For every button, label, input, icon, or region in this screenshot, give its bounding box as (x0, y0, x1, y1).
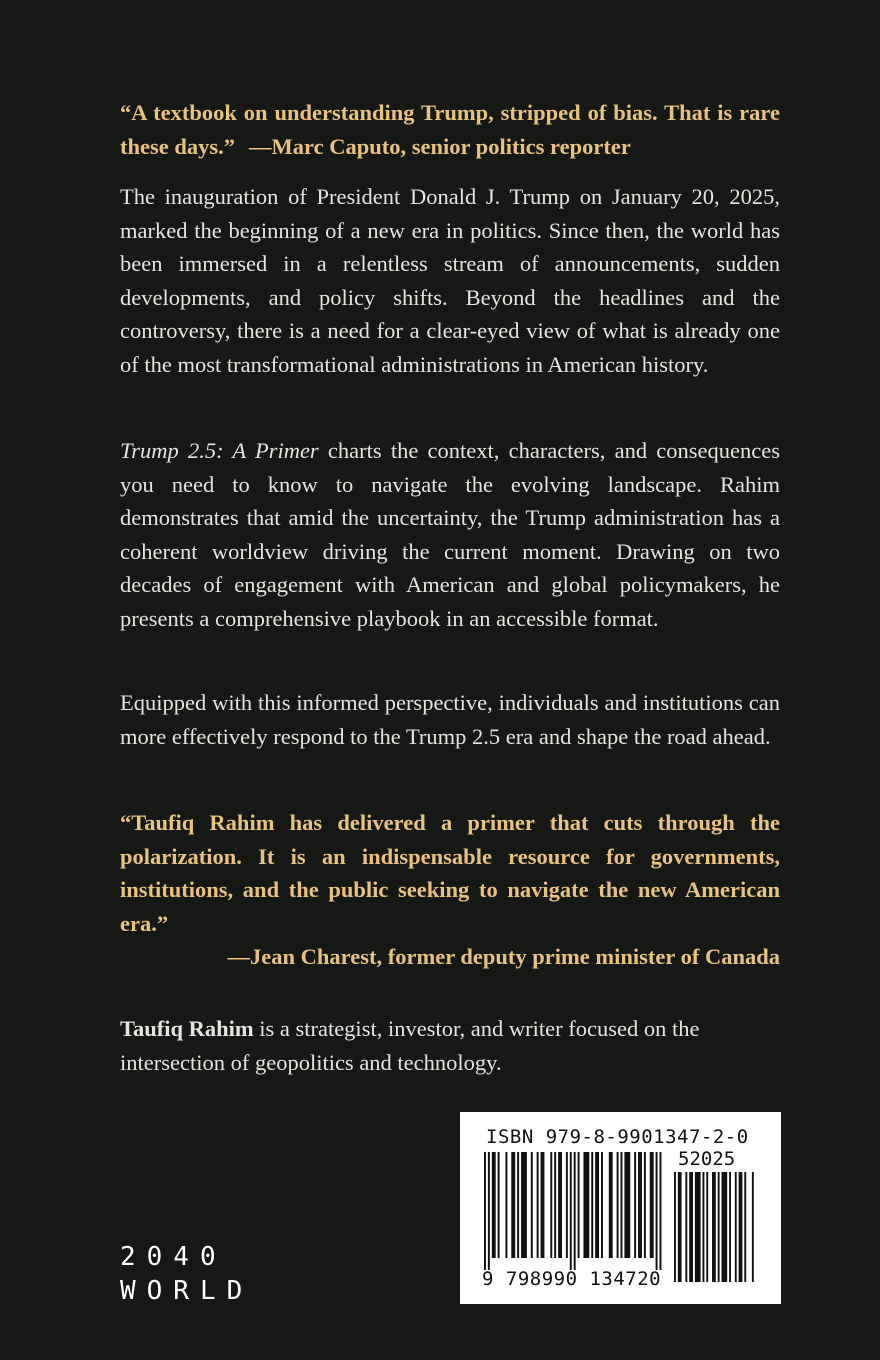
book-title: Trump 2.5: A Primer (120, 438, 319, 463)
barcode-bar (574, 1152, 576, 1270)
logo-line-2: WORLD (120, 1276, 254, 1306)
author-name: Taufiq Rahim (120, 1016, 254, 1041)
barcode-bar (617, 1152, 619, 1258)
quote-attribution: —Marc Caputo, senior politics reporter (249, 133, 631, 159)
quote-body: “Taufiq Rahim has delivered a primer that cuts through the polarization. It is an indispensable resource for governments, institutions, and the public seeking to navigate the new American era.” (120, 810, 780, 936)
price-addon-code: 52025 (678, 1148, 736, 1170)
barcode-bar (570, 1152, 572, 1270)
barcode-bar (601, 1152, 603, 1258)
barcode-bar (484, 1152, 486, 1270)
barcode-bar (566, 1152, 568, 1258)
barcode-digits: 9 798990 134720 (482, 1268, 662, 1290)
barcode-bar (595, 1152, 599, 1258)
barcode-bar (644, 1152, 646, 1258)
barcode-bars-icon (484, 1152, 672, 1270)
barcode-bar (583, 1152, 589, 1258)
barcode-bar (511, 1152, 515, 1258)
barcode-bar (521, 1152, 527, 1258)
barcode-bar (735, 1172, 737, 1282)
barcode-bar (718, 1172, 720, 1282)
barcode-bar (537, 1152, 539, 1258)
barcode-bar (609, 1152, 613, 1258)
quote-body: “A textbook on understanding Trump, stripped of bias. That is rare these days.” (120, 100, 780, 159)
barcode-bar (660, 1152, 662, 1270)
barcode-bar (541, 1152, 545, 1258)
barcode-bar (712, 1172, 716, 1282)
description-paragraph-3 (120, 686, 780, 753)
barcode-bar (689, 1172, 693, 1282)
barcode-bar (650, 1152, 654, 1258)
barcode-bar (578, 1152, 580, 1258)
isbn-barcode (460, 1112, 781, 1304)
barcode-bar (744, 1172, 746, 1282)
quote-marc-caputo (120, 96, 780, 163)
description-paragraph-2 (120, 434, 780, 635)
barcode-bar (492, 1152, 496, 1258)
barcode-bar (531, 1152, 533, 1258)
barcode-bar (729, 1172, 731, 1282)
publisher-logo (120, 1240, 253, 1308)
paragraph-text: The inauguration of President Donald J. Trump on January 20, 2025, marked the beginning of a new era in politics. Since then, the world has been immersed in a relentless stream of announcements, sudden developments, and policy shifts. Beyond the headlines and the controversy, there is a need for a clear-eyed view of what is already one of the most transformational administrations in American history. (120, 184, 780, 377)
barcode-bar (517, 1152, 519, 1258)
barcode-bar (488, 1152, 490, 1270)
barcode-bar (505, 1152, 507, 1258)
barcode-bar (550, 1152, 552, 1258)
barcode-bar (624, 1152, 630, 1258)
barcode-bar (558, 1152, 562, 1258)
barcode-bar (678, 1172, 682, 1282)
barcode-bar (498, 1152, 500, 1258)
quote-jean-charest (120, 806, 780, 974)
barcode-bar (638, 1152, 642, 1258)
barcode-bar (554, 1152, 556, 1258)
barcode-bar (706, 1172, 708, 1282)
barcode-bar (685, 1172, 687, 1282)
author-bio (120, 1012, 780, 1079)
logo-line-1: 2040 (120, 1242, 227, 1272)
addon-bars-icon (674, 1172, 764, 1284)
barcode-bar (739, 1172, 743, 1282)
description-paragraph-1 (120, 180, 780, 381)
bio-text (120, 1012, 780, 1079)
paragraph-text (120, 434, 780, 635)
quote-attribution: —Jean Charest, former deputy prime minister of Canada (227, 944, 780, 969)
quote-text (120, 96, 780, 163)
paragraph-rest: charts the context, characters, and consequences you need to know to navigate the evolving landscape. Rahim demonstrates that amid the uncertainty, the Trump administration has a coherent worldview driving the current moment. Drawing on two decades of engagement with American and global policymakers, he presents a comprehensive playbook in an accessible format. (120, 438, 780, 631)
bio-rest: is a strategist, investor, and writer focused on the intersection of geopolitics and technology. (120, 1016, 700, 1075)
isbn-label: ISBN 979-8-9901347-2-0 (486, 1126, 749, 1148)
barcode-bar (722, 1172, 728, 1282)
barcode-bar (621, 1152, 623, 1258)
barcode-bar (752, 1172, 754, 1282)
paragraph-text: Equipped with this informed perspective, individuals and institutions can more effectively respond to the Trump 2.5 era and shape the road ahead. (120, 690, 780, 749)
barcode-bar (695, 1172, 701, 1282)
barcode-bar (656, 1152, 658, 1270)
barcode-bar (634, 1152, 636, 1258)
barcode-bar (703, 1172, 705, 1282)
barcode-bar (591, 1152, 593, 1258)
barcode-bar (674, 1172, 676, 1282)
